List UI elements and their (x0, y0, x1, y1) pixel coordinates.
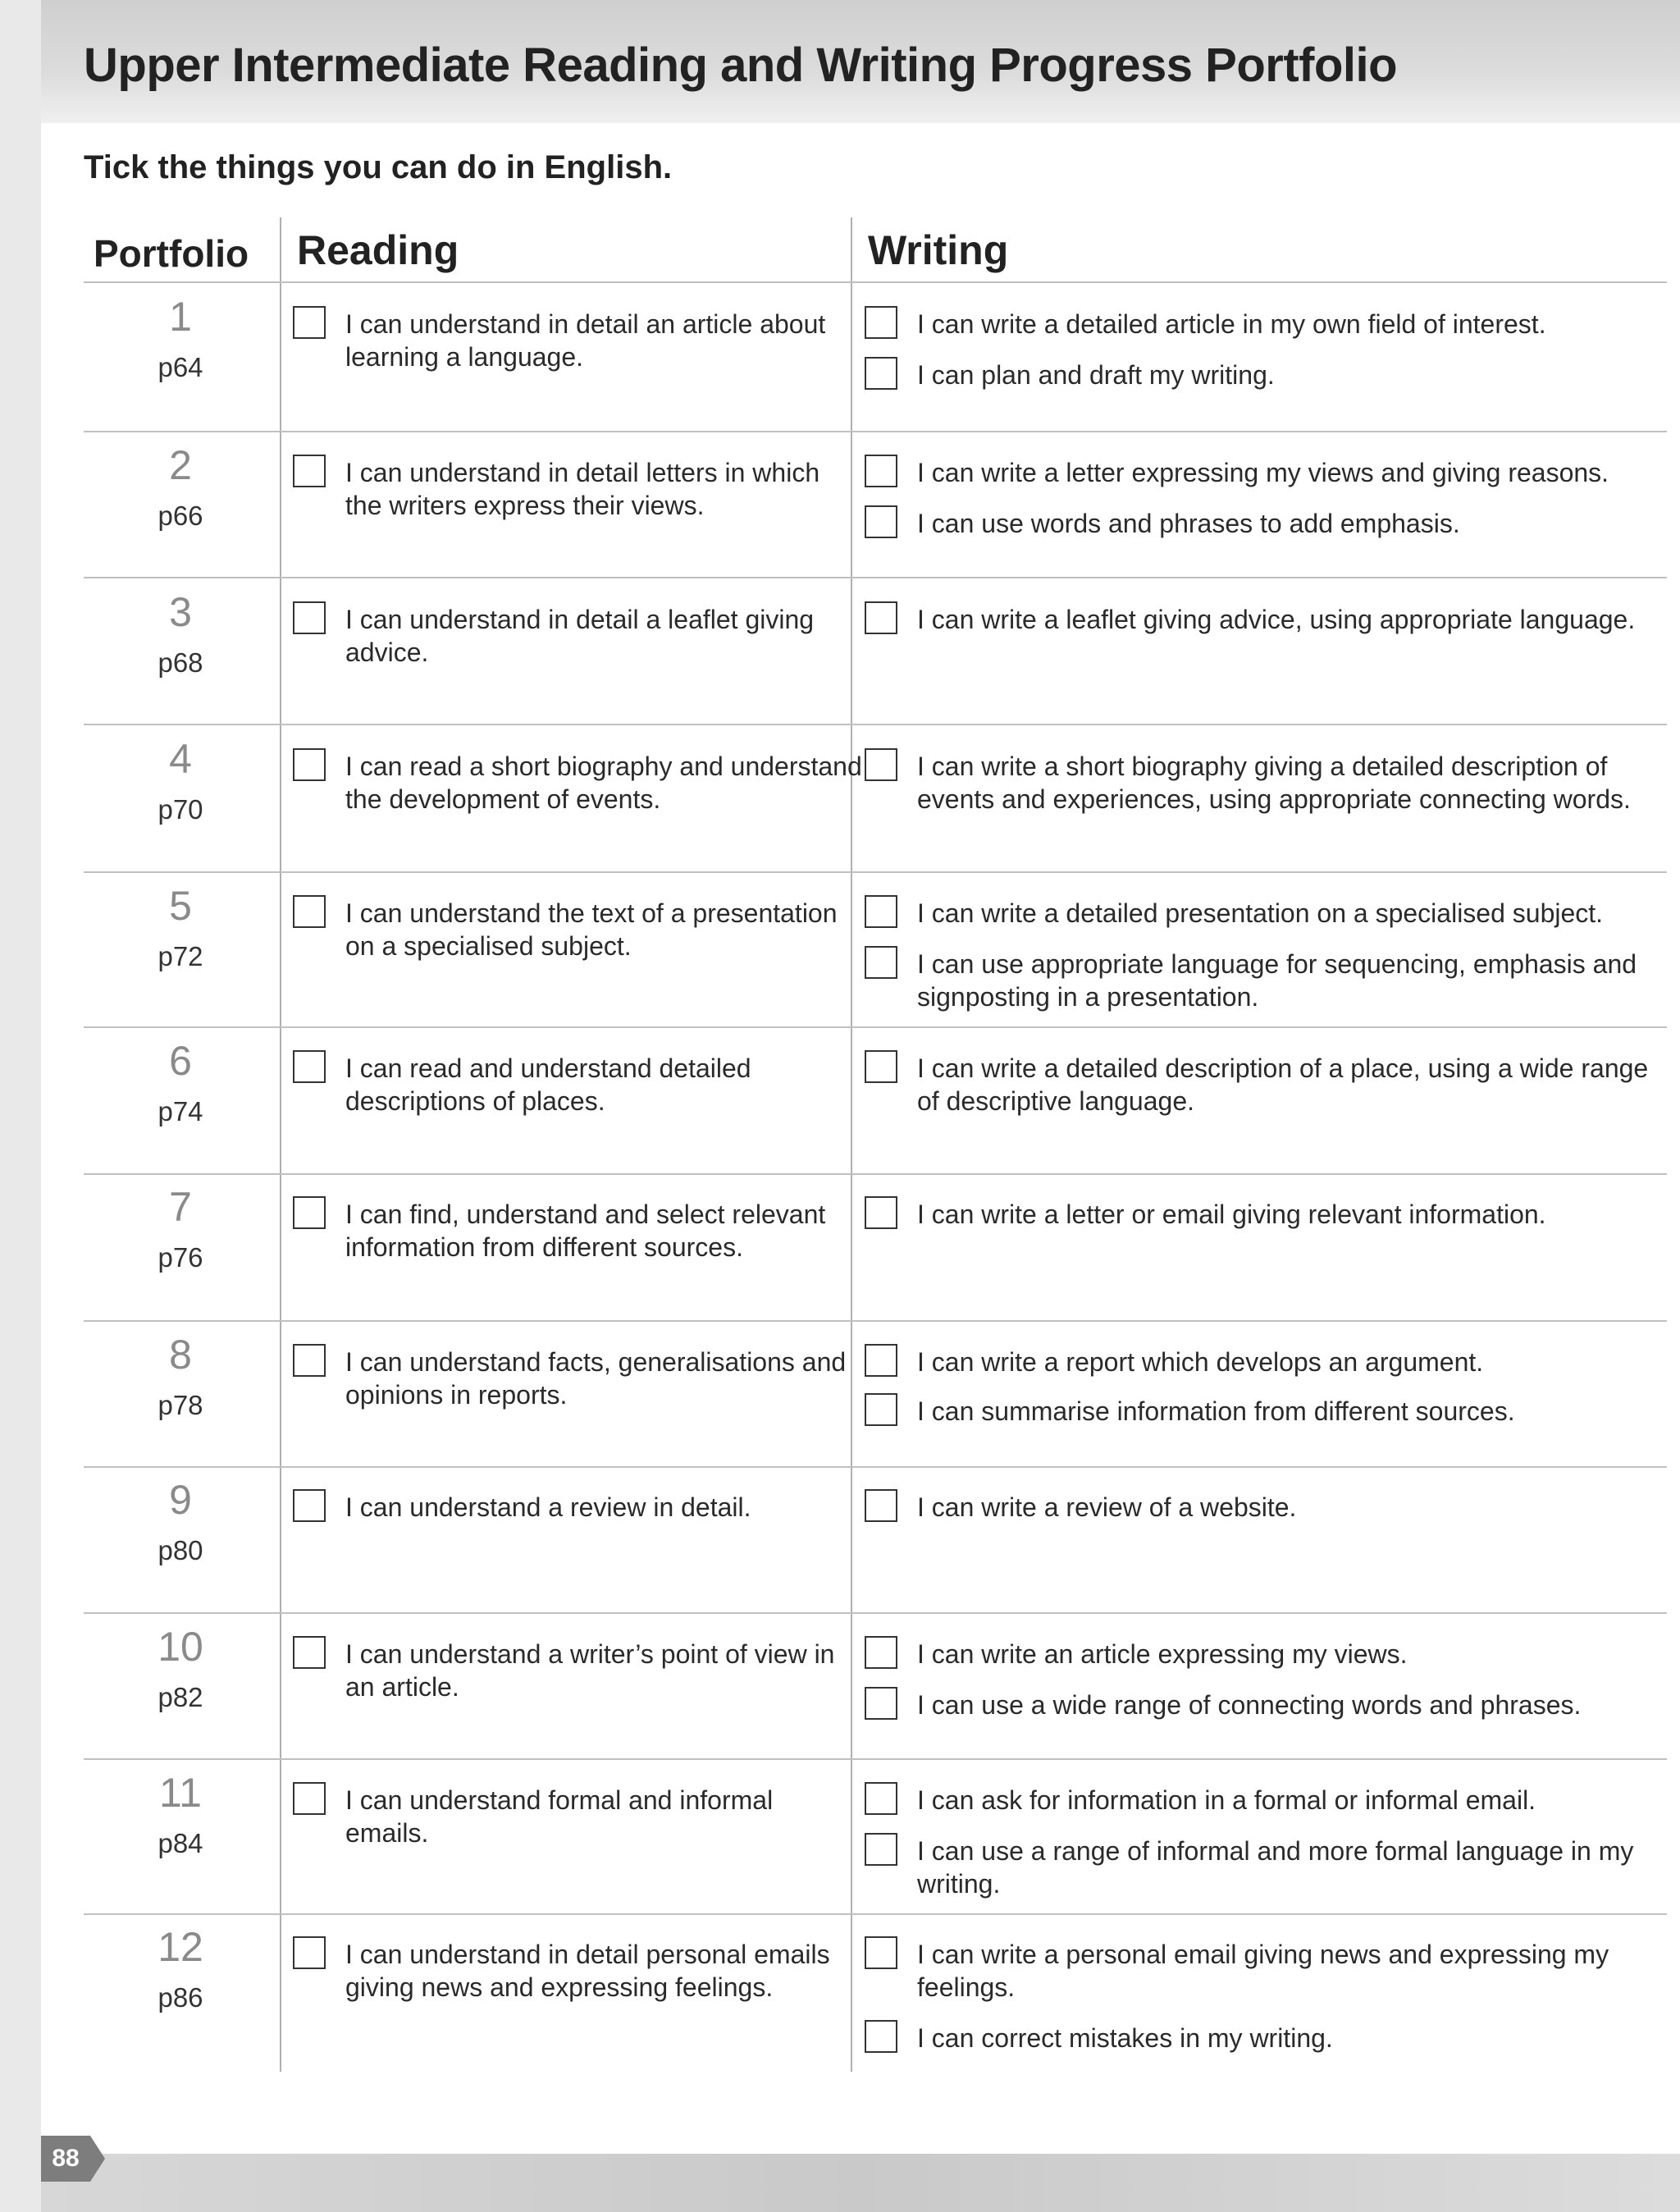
reading-checkbox[interactable] (293, 1344, 326, 1377)
reading-checkbox[interactable] (293, 895, 326, 928)
unit-page-ref: p78 (158, 1390, 203, 1420)
writing-item-label: I can use a range of informal and more formal language in my writing. (917, 1836, 1634, 1899)
writing-checkbox[interactable] (865, 748, 897, 781)
unit-number: 8 (169, 1332, 192, 1378)
unit-number: 6 (169, 1038, 192, 1084)
writing-item-label: I can write a letter expressing my views and giving reasons. (917, 458, 1609, 487)
reading-item-label: I can understand a review in detail. (345, 1492, 751, 1522)
writing-checkbox[interactable] (865, 1636, 897, 1669)
page-number-tab-icon (90, 2136, 105, 2182)
unit-number: 9 (169, 1477, 192, 1523)
unit-page-ref: p74 (158, 1096, 203, 1127)
writing-item-label: I can use a wide range of connecting words and phrases. (917, 1690, 1582, 1720)
writing-checkbox[interactable] (865, 601, 897, 634)
row-divider (84, 1173, 1667, 1175)
unit-page-ref: p70 (158, 794, 203, 825)
writing-checkbox[interactable] (865, 1936, 897, 1969)
reading-item-label: I can find, understand and select relevant information from different sources. (345, 1200, 826, 1262)
reading-checkbox[interactable] (293, 455, 326, 487)
column-divider-reading (280, 217, 281, 2072)
reading-checkbox[interactable] (293, 1050, 326, 1083)
row-divider (84, 431, 1667, 432)
reading-item-label: I can understand the text of a presentation on a specialised subject. (345, 898, 838, 961)
unit-page-ref: p66 (158, 500, 203, 531)
row-divider (84, 281, 1667, 283)
writing-item-label: I can write a detailed presentation on a specialised subject. (917, 898, 1604, 928)
reading-item-label: I can understand in detail an article about learning a language. (345, 309, 826, 372)
writing-checkbox[interactable] (865, 455, 897, 487)
writing-item-label: I can write a letter or email giving relevant information. (917, 1200, 1546, 1229)
writing-checkbox[interactable] (865, 1196, 897, 1229)
unit-number: 12 (158, 1924, 203, 1970)
row-divider (84, 1466, 1667, 1468)
portfolio-column-header: Portfolio (94, 232, 249, 275)
row-divider (84, 871, 1667, 873)
page-number: 88 (41, 2136, 90, 2182)
row-divider (84, 724, 1667, 725)
writing-checkbox[interactable] (865, 1050, 897, 1083)
unit-number: 3 (169, 589, 192, 635)
row-divider (84, 1612, 1667, 1614)
unit-page-ref: p68 (158, 647, 203, 678)
unit-number: 2 (169, 442, 192, 488)
instruction-text: Tick the things you can do in English. (84, 149, 673, 185)
row-divider (84, 1320, 1667, 1322)
row-divider (84, 577, 1667, 578)
writing-checkbox[interactable] (865, 1687, 897, 1720)
reading-checkbox[interactable] (293, 601, 326, 634)
unit-page-ref: p64 (158, 352, 203, 382)
writing-item-label: I can plan and draft my writing. (917, 360, 1275, 390)
unit-page-ref: p82 (158, 1682, 203, 1712)
unit-page-ref: p84 (158, 1828, 203, 1858)
unit-page-ref: p76 (158, 1242, 203, 1273)
reading-item-label: I can understand a writer’s point of view in an article. (345, 1639, 835, 1702)
reading-checkbox[interactable] (293, 1782, 326, 1815)
reading-item-label: I can understand in detail personal emails giving news and expressing feelings. (345, 1940, 830, 2002)
reading-item-label: I can understand facts, generalisations and opinions in reports. (345, 1347, 847, 1410)
reading-checkbox[interactable] (293, 1489, 326, 1522)
unit-number: 11 (159, 1770, 202, 1816)
writing-checkbox[interactable] (865, 895, 897, 928)
reading-checkbox[interactable] (293, 1196, 326, 1229)
reading-checkbox[interactable] (293, 1636, 326, 1669)
row-divider (84, 1026, 1667, 1028)
writing-item-label: I can write a review of a website. (917, 1492, 1297, 1522)
page-title: Upper Intermediate Reading and Writing Progress Portfolio (84, 39, 1398, 92)
portfolio-page (41, 0, 1680, 2212)
writing-checkbox[interactable] (865, 357, 897, 390)
writing-checkbox[interactable] (865, 1489, 897, 1522)
writing-item-label: I can use words and phrases to add emphasis. (917, 509, 1460, 538)
writing-item-label: I can write a short biography giving a detailed description of events and experiences, using appropriate connecting words. (917, 752, 1631, 814)
row-divider (84, 1913, 1667, 1915)
writing-item-label: I can write a report which develops an argument. (917, 1347, 1484, 1377)
reading-column-header: Reading (297, 227, 459, 273)
writing-item-label: I can use appropriate language for sequencing, emphasis and signposting in a presentation. (917, 949, 1637, 1012)
writing-item-label: I can summarise information from different sources. (917, 1396, 1515, 1426)
reading-item-label: I can understand formal and informal emails. (345, 1785, 774, 1848)
footer-band (41, 2154, 1680, 2212)
writing-item-label: I can write a leaflet giving advice, using appropriate language. (917, 605, 1636, 634)
unit-number: 10 (158, 1624, 203, 1670)
writing-checkbox[interactable] (865, 306, 897, 339)
writing-checkbox[interactable] (865, 946, 897, 979)
reading-item-label: I can read a short biography and understand the development of events. (345, 752, 862, 814)
writing-column-header: Writing (868, 227, 1009, 273)
unit-page-ref: p80 (158, 1535, 203, 1565)
writing-item-label: I can write an article expressing my views. (917, 1639, 1408, 1669)
writing-checkbox[interactable] (865, 1344, 897, 1377)
writing-item-label: I can correct mistakes in my writing. (917, 2023, 1333, 2053)
writing-checkbox[interactable] (865, 1782, 897, 1815)
unit-number: 5 (169, 883, 192, 929)
writing-item-label: I can write a detailed description of a place, using a wide range of descriptive language. (917, 1053, 1649, 1116)
writing-checkbox[interactable] (865, 505, 897, 538)
writing-item-label: I can ask for information in a formal or informal email. (917, 1785, 1536, 1815)
reading-item-label: I can understand in detail letters in which the writers express their views. (345, 458, 820, 520)
reading-item-label: I can read and understand detailed descriptions of places. (345, 1053, 751, 1116)
reading-checkbox[interactable] (293, 1936, 326, 1969)
unit-number: 1 (169, 294, 192, 340)
unit-page-ref: p86 (158, 1982, 203, 2013)
unit-page-ref: p72 (158, 941, 203, 971)
row-divider (84, 1758, 1667, 1760)
writing-item-label: I can write a detailed article in my own field of interest. (917, 309, 1546, 339)
reading-item-label: I can understand in detail a leaflet giving advice. (345, 605, 815, 667)
unit-number: 7 (169, 1184, 192, 1230)
table-end (84, 2069, 1667, 2071)
reading-checkbox[interactable] (293, 748, 326, 781)
reading-checkbox[interactable] (293, 306, 326, 339)
writing-checkbox[interactable] (865, 1833, 897, 1866)
writing-checkbox[interactable] (865, 2020, 897, 2053)
writing-item-label: I can write a personal email giving news and expressing my feelings. (917, 1940, 1609, 2002)
writing-checkbox[interactable] (865, 1393, 897, 1426)
unit-number: 4 (169, 736, 192, 782)
